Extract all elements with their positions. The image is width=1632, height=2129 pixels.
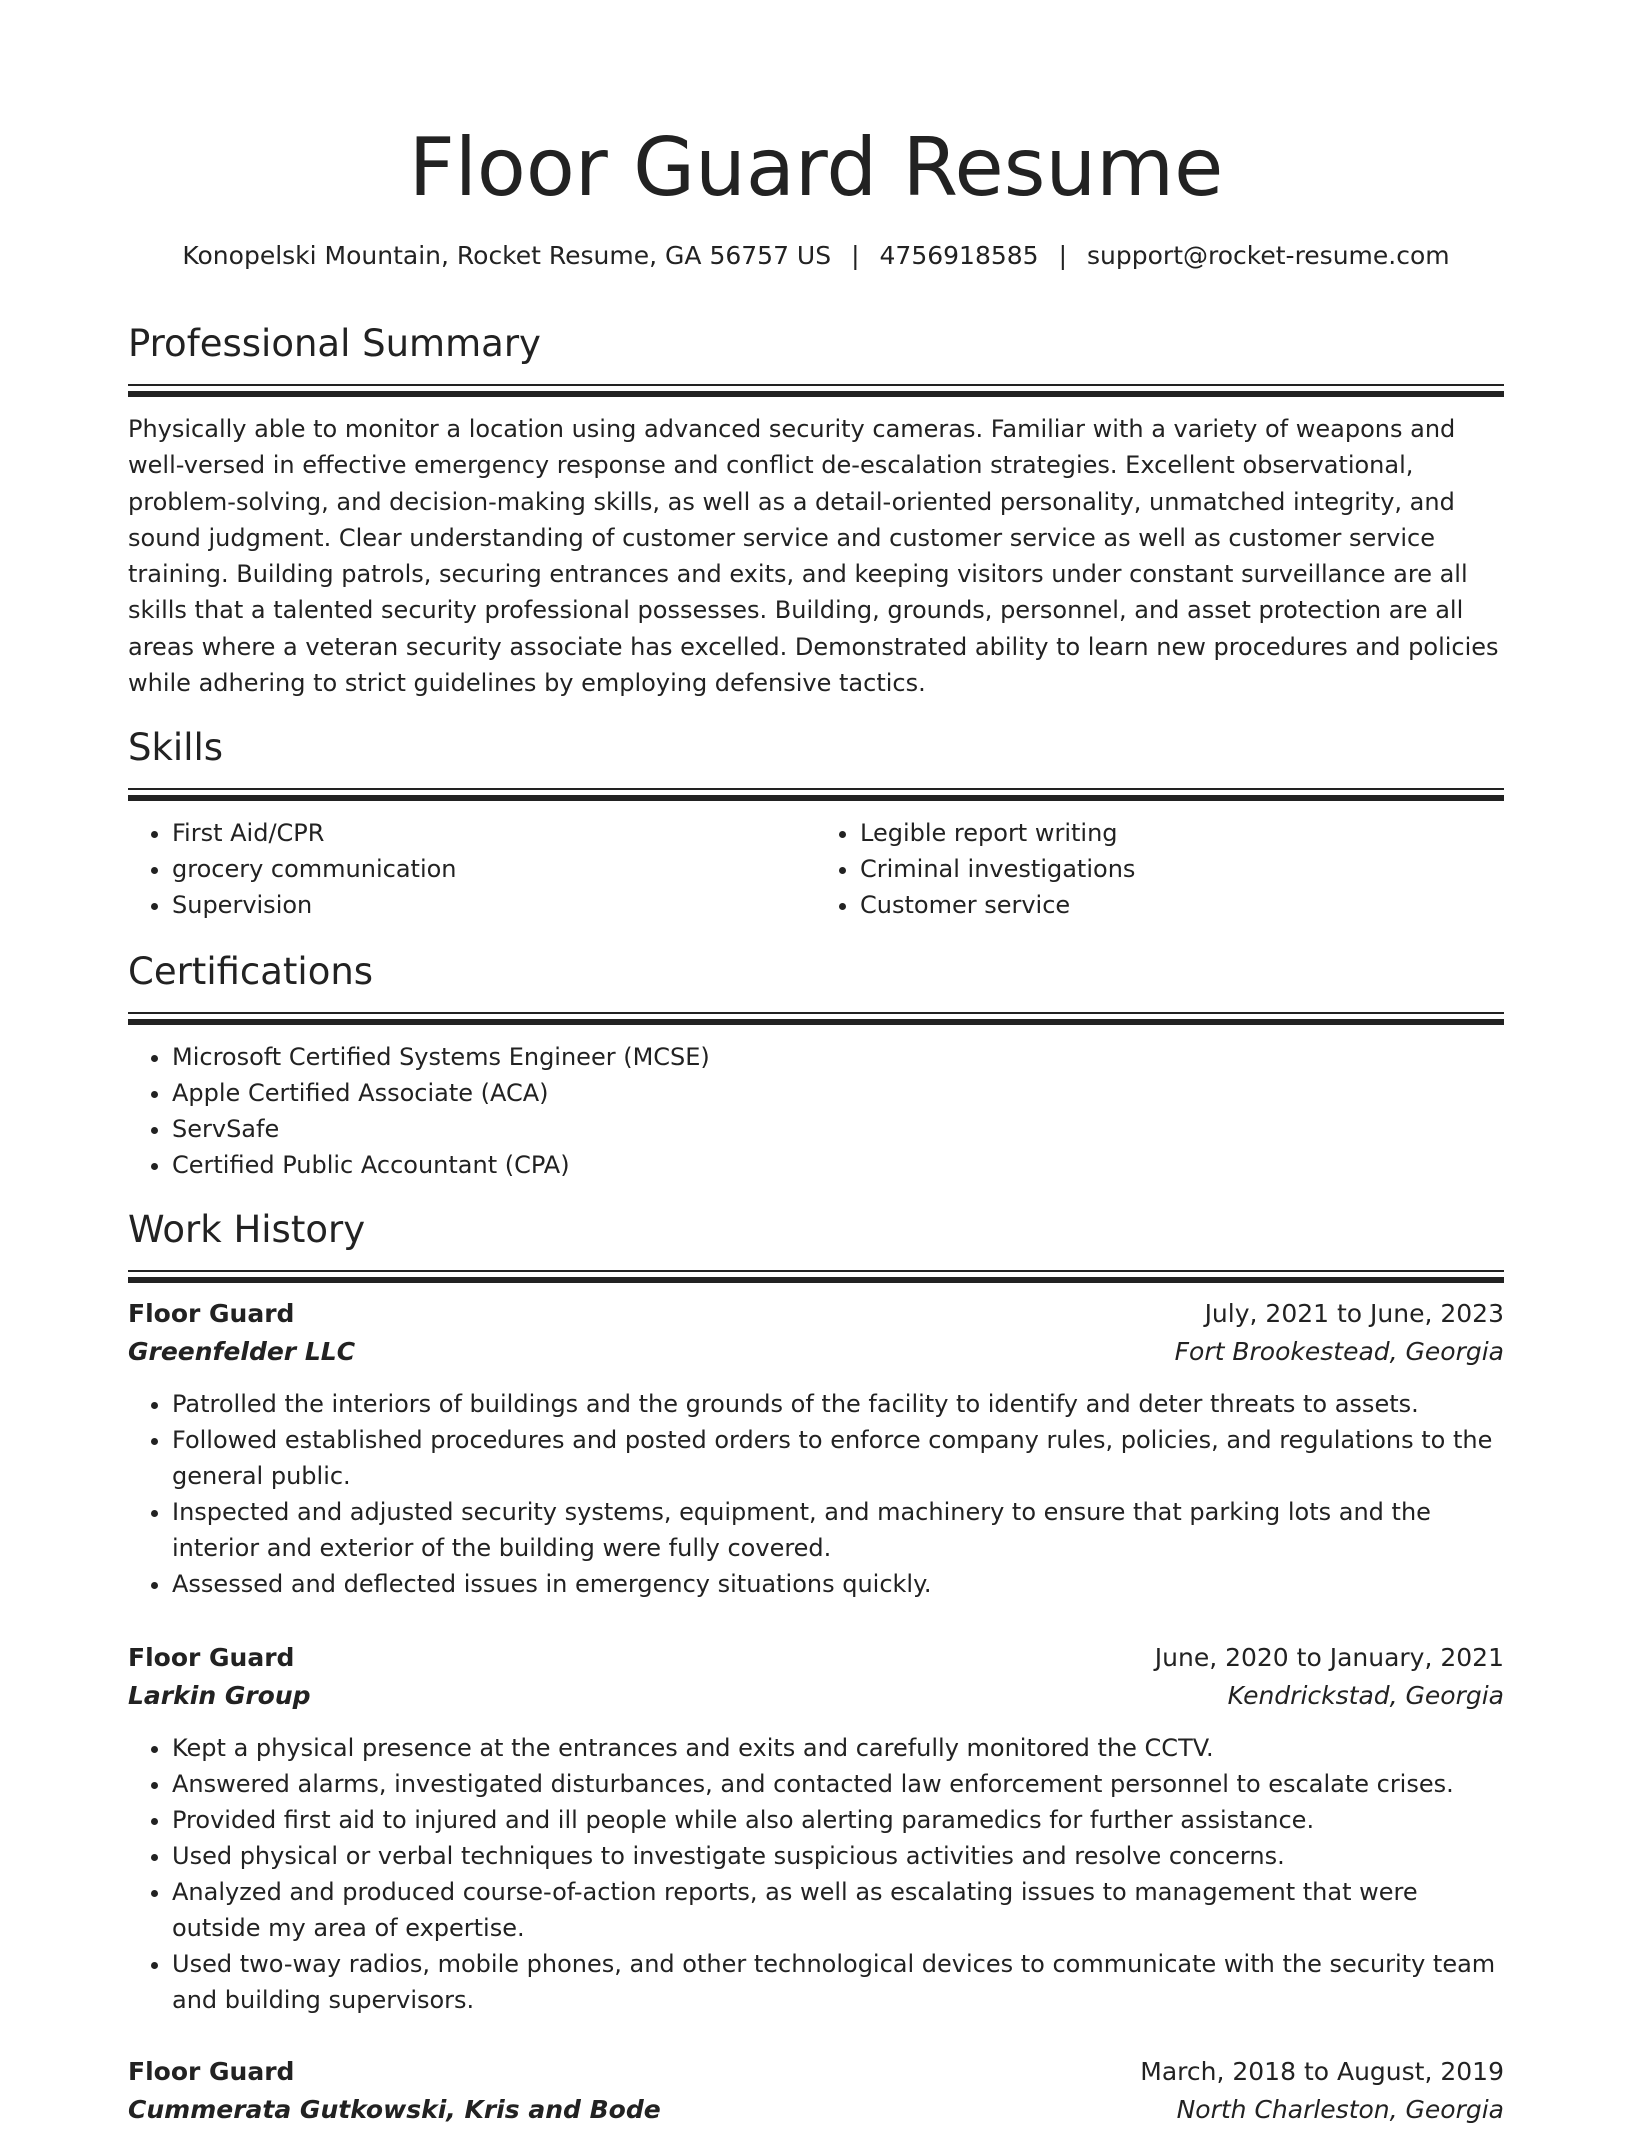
skills-column-right <box>816 815 1504 923</box>
job-company-row <box>128 1677 1504 1715</box>
section-divider <box>128 391 1504 397</box>
job-bullet-list <box>128 1730 1504 2018</box>
job-header-row <box>128 2053 1504 2091</box>
job-dates: June, 2020 to January, 2021 <box>1154 1643 1504 1672</box>
certifications-section <box>128 946 1504 1183</box>
section-divider <box>128 1270 1504 1272</box>
contact-separator: | <box>1058 241 1068 270</box>
contact-line <box>128 236 1504 276</box>
job-title: Floor Guard <box>128 2057 295 2086</box>
job-bullet: • Used physical or verbal techniques to investigate suspicious activities and resolve concerns. <box>172 1838 1504 1874</box>
section-divider <box>128 384 1504 386</box>
certification-item: • ServSafe <box>172 1111 1504 1147</box>
work-history-section <box>128 1204 1504 1283</box>
section-divider <box>128 795 1504 801</box>
skill-item: • Supervision <box>172 887 816 923</box>
job-bullet: • Inspected and adjusted security systems, equipment, and machinery to ensure that parking lots and the interior and exterior of the building were fully covered. <box>172 1494 1504 1566</box>
section-heading: Certifications <box>128 950 374 993</box>
job-bullet: • Analyzed and produced course-of-action reports, as well as escalating issues to management that were outside my area of expertise. <box>172 1874 1504 1946</box>
job-bullet: • Used two-way radios, mobile phones, and other technological devices to communicate with the security team and building supervisors. <box>172 1946 1504 2018</box>
job-company: Cummerata Gutkowski, Kris and Bode <box>128 2095 661 2124</box>
skill-item: • Criminal investigations <box>860 851 1504 887</box>
section-divider <box>128 1277 1504 1283</box>
resume-title: Floor Guard Resume <box>408 121 1224 214</box>
certification-item: • Microsoft Certified Systems Engineer (MCSE) <box>172 1039 1504 1075</box>
job-company: Greenfelder LLC <box>128 1337 356 1366</box>
certifications-list <box>128 1039 1504 1183</box>
section-divider <box>128 1012 1504 1014</box>
contact-phone: 4756918585 <box>879 241 1039 270</box>
skills-section <box>128 722 1504 923</box>
job-location: Kendrickstad, Georgia <box>1227 1681 1504 1710</box>
job-location: Fort Brookestead, Georgia <box>1174 1337 1504 1366</box>
job-title: Floor Guard <box>128 1299 295 1328</box>
skill-item: • First Aid/CPR <box>172 815 816 851</box>
job-company-row <box>128 2091 1504 2129</box>
job-bullet: • Followed established procedures and posted orders to enforce company rules, policies, and regulations to the general public. <box>172 1422 1504 1494</box>
section-heading: Skills <box>128 726 224 769</box>
job-company-row <box>128 1333 1504 1371</box>
job-bullet: • Patrolled the interiors of buildings and the grounds of the facility to identify and deter threats to assets. <box>172 1386 1504 1422</box>
job-bullet-list <box>128 1386 1504 1602</box>
job-entry <box>128 2053 1504 2129</box>
job-dates: March, 2018 to August, 2019 <box>1140 2057 1504 2086</box>
job-entry <box>128 1639 1504 2018</box>
job-header-row <box>128 1295 1504 1333</box>
skill-item: • Customer service <box>860 887 1504 923</box>
section-heading: Work History <box>128 1208 366 1251</box>
skill-item: • Legible report writing <box>860 815 1504 851</box>
job-bullet: • Provided first aid to injured and ill people while also alerting paramedics for further assistance. <box>172 1802 1504 1838</box>
contact-address: Konopelski Mountain, Rocket Resume, GA 56757 US <box>182 241 832 270</box>
job-bullet: • Kept a physical presence at the entrances and exits and carefully monitored the CCTV. <box>172 1730 1504 1766</box>
section-divider <box>128 1019 1504 1025</box>
job-company: Larkin Group <box>128 1681 311 1710</box>
job-bullet: • Answered alarms, investigated disturbances, and contacted law enforcement personnel to escalate crises. <box>172 1766 1504 1802</box>
certification-item: • Certified Public Accountant (CPA) <box>172 1147 1504 1183</box>
job-location: North Charleston, Georgia <box>1176 2095 1504 2124</box>
job-title: Floor Guard <box>128 1643 295 1672</box>
section-heading: Professional Summary <box>128 322 541 365</box>
contact-separator: | <box>851 241 860 270</box>
skill-item: • grocery communication <box>172 851 816 887</box>
summary-text: Physically able to monitor a location using advanced security cameras. Familiar with a variety of weapons and well-versed in effective emergency response and conflict de-escalation strategies. Excellent observational, problem-solving, and decision-making skills, as well as a detail-oriented personality, unmatched integrity, and sound judgment. Clear understanding of customer service and customer service as well as customer service training. Building patrols, securing entrances and exits, and keeping visitors under constant surveillance are all skills that a talented security professional possesses. Building, grounds, personnel, and asset protection are all areas where a veteran security associate has excelled. Demonstrated ability to learn new procedures and policies while adhering to strict guidelines by employing defensive tactics. <box>128 415 1499 698</box>
section-divider <box>128 788 1504 790</box>
contact-email: support@rocket-resume.com <box>1087 241 1450 270</box>
summary-section <box>128 318 1504 701</box>
job-entry <box>128 1295 1504 1602</box>
job-bullet: • Assessed and deflected issues in emergency situations quickly. <box>172 1566 1504 1602</box>
job-header-row <box>128 1639 1504 1677</box>
skills-column-left <box>128 815 816 923</box>
certification-item: • Apple Certified Associate (ACA) <box>172 1075 1504 1111</box>
job-dates: July, 2021 to June, 2023 <box>1204 1299 1504 1328</box>
skills-grid <box>128 815 1504 923</box>
